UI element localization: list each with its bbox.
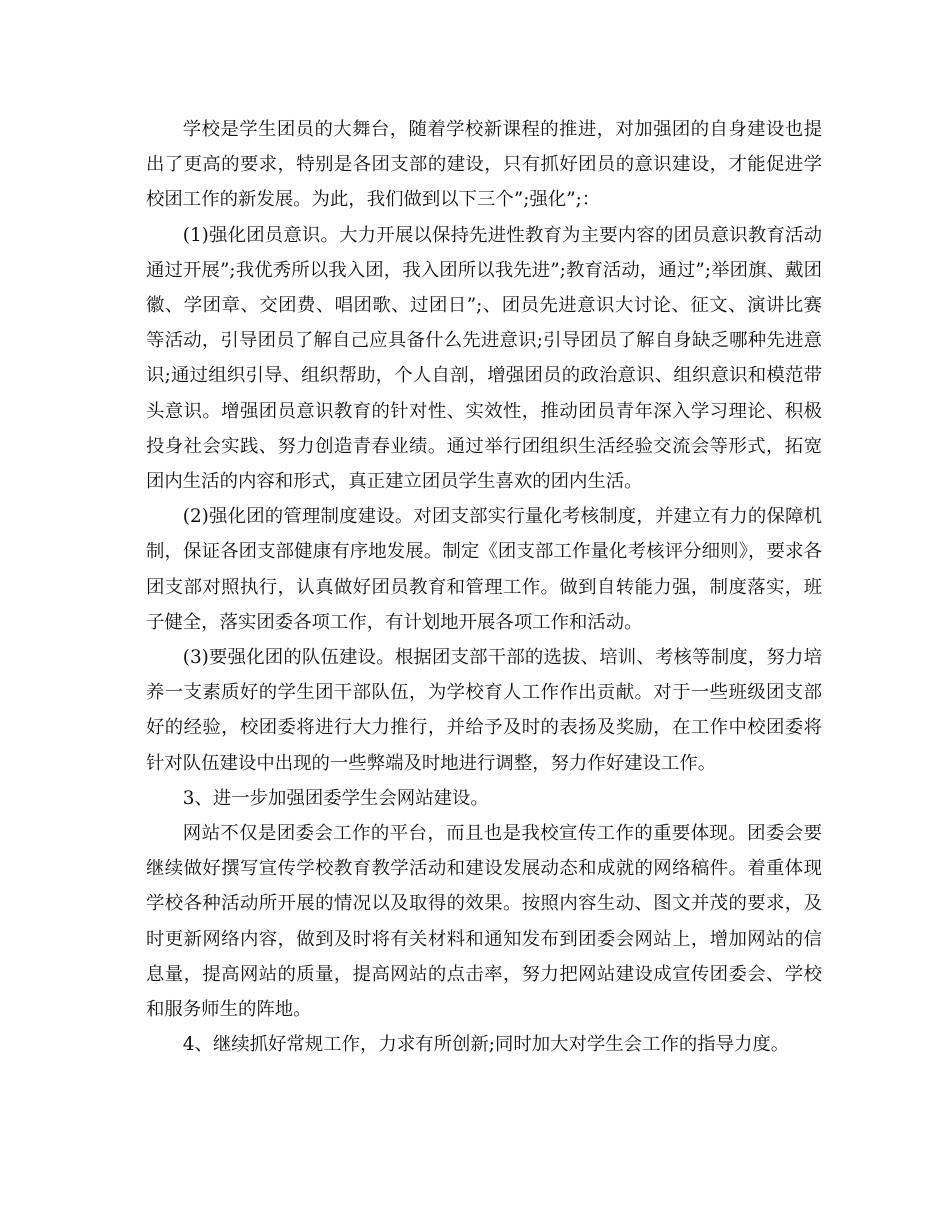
section-heading-4: 4、继续抓好常规工作，力求有所创新;同时加大对学生会工作的指导力度。 — [182, 1034, 790, 1056]
document-body — [146, 112, 822, 1062]
paragraph-item-1: (1)强化团员意识。大力开展以保持先进性教育为主要内容的团员意识教育活动通过开展”;我优秀所以我入团，我入团所以我先进”;教育活动，通过”;举团旗、戴团徽、学团章、交团费、唱团歌、过团日”;、团员先进意识大讨论、征文、演讲比赛等活动，引导团员了解自己应具备什么先进意识;引导团员了解自身缺乏哪种先进意识;通过组织引导、组织帮助，个人自剖，增强团员的政治意识、组织意识和模范带头意识。增强团员意识教育的针对性、实效性，推动团员青年深入学习理论、积极投身社会实践、努力创造青春业绩。通过举行团组织生活经验交流会等形式，拓宽团内生活的内容和形式，真正建立团员学生喜欢的团内生活。 — [146, 224, 822, 493]
section-heading-3: 3、进一步加强团委学生会网站建设。 — [182, 787, 489, 809]
paragraph-website: 网站不仅是团委会工作的平台，而且也是我校宣传工作的重要体现。团委会要继续做好撰写宣传学校教育教学活动和建设发展动态和成就的网络稿件。着重体现学校各种活动所开展的情况以及取得的效果。按照内容生动、图文并茂的要求，及时更新网络内容，做到及时将有关材料和通知发布到团委会网站上，增加网站的信息量，提高网站的质量，提高网站的点击率，努力把网站建设成宣传团委会、学校和服务师生的阵地。 — [146, 823, 822, 1021]
paragraph-item-2: (2)强化团的管理制度建设。对团支部实行量化考核制度，并建立有力的保障机制，保证各团支部健康有序地发展。制定《团支部工作量化考核评分细则》，要求各团支部对照执行，认真做好团员教育和管理工作。做到自转能力强，制度落实，班子健全，落实团委各项工作，有计划地开展各项工作和活动。 — [146, 506, 822, 633]
paragraph-item-3: (3)要强化团的队伍建设。根据团支部干部的选拔、培训、考核等制度，努力培养一支素质好的学生团干部队伍，为学校育人工作作出贡献。对于一些班级团支部好的经验，校团委将进行大力推行，并给予及时的表扬及奖励，在工作中校团委将针对队伍建设中出现的一些弊端及时地进行调整，努力作好建设工作。 — [146, 647, 822, 774]
paragraph-intro: 学校是学生团员的大舞台，随着学校新课程的推进，对加强团的自身建设也提出了更高的要求，特别是各团支部的建设，只有抓好团员的意识建设，才能促进学校团工作的新发展。为此，我们做到以下三个”;强化”;： — [146, 119, 822, 211]
